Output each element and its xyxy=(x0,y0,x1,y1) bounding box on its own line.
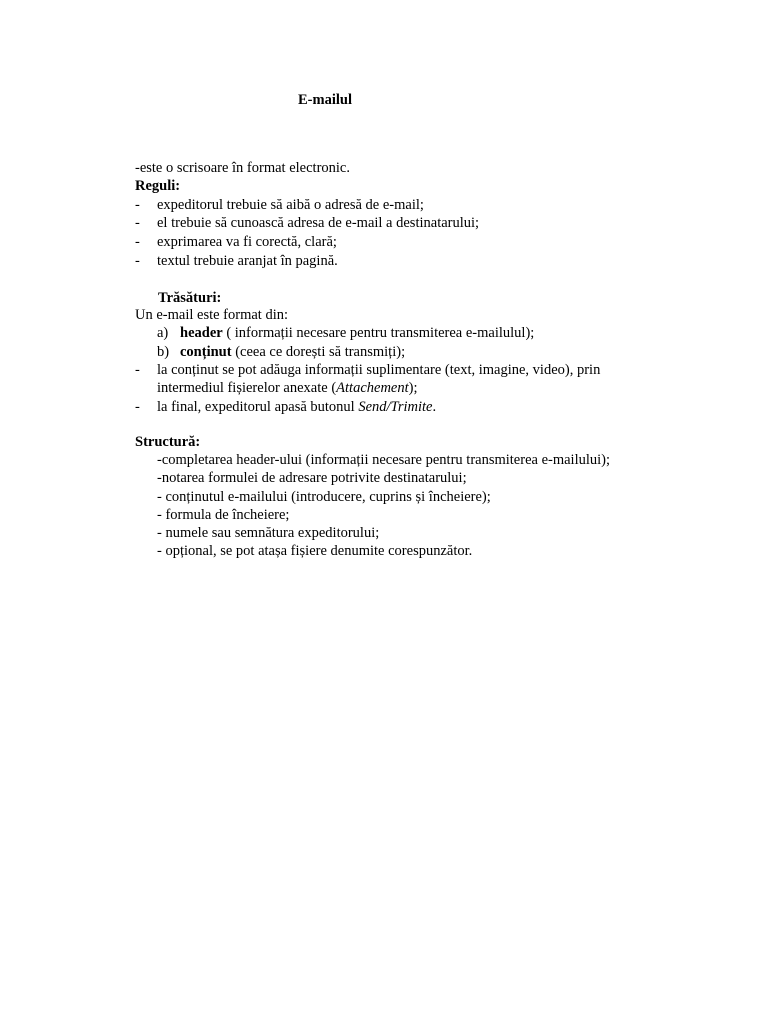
list-item: -completarea header-ului (informații necesare pentru transmiterea e-mailului); xyxy=(157,452,611,468)
trasaturi-heading: Trăsături: xyxy=(158,290,222,306)
list-item-text: el trebuie să cunoască adresa de e-mail a destinatarului; xyxy=(157,215,480,231)
bullet-dash: - xyxy=(135,362,140,378)
list-item: - formula de încheiere; xyxy=(157,507,290,523)
trasaturi-lead: Un e-mail este format din: xyxy=(135,307,289,323)
text-segment: . xyxy=(432,399,437,415)
list-item-text: textul trebuie aranjat în pagină. xyxy=(157,253,338,269)
list-marker: a) xyxy=(157,325,169,341)
term-description: ( informații necesare pentru transmiterea e-mailulul); xyxy=(222,325,535,341)
list-item: - conținutul e-mailului (introducere, cuprins și încheiere); xyxy=(157,489,491,505)
term-continut: conținut xyxy=(180,344,232,360)
text-segment: ); xyxy=(408,380,418,396)
bullet-dash: - xyxy=(135,215,140,231)
structura-heading: Structură: xyxy=(135,434,201,450)
document-title: E-mailul xyxy=(298,92,352,108)
list-item: - opțional, se pot atașa fișiere denumite corespunzător. xyxy=(157,543,473,559)
bullet-dash: - xyxy=(135,253,140,269)
italic-term: Send/Trimite xyxy=(358,399,433,415)
term-description: (ceea ce dorești să transmiți); xyxy=(231,344,406,360)
bullet-dash: - xyxy=(135,197,140,213)
text-segment: intermediul fișierelor anexate ( xyxy=(157,380,337,396)
list-marker: b) xyxy=(157,344,170,360)
list-item-text xyxy=(180,324,534,342)
list-item-text xyxy=(180,343,405,361)
list-item: -notarea formulei de adresare potrivite destinatarului; xyxy=(157,470,467,486)
intro-text: -este o scrisoare în format electronic. xyxy=(135,160,350,176)
list-item: - numele sau semnătura expeditorului; xyxy=(157,525,380,541)
reguli-heading: Reguli: xyxy=(135,178,181,194)
bullet-dash: - xyxy=(135,234,140,250)
text-segment: la final, expeditorul apasă butonul xyxy=(157,399,359,415)
list-item-text xyxy=(157,398,436,416)
list-item-text: exprimarea va fi corectă, clară; xyxy=(157,234,337,250)
italic-term: Attachement xyxy=(336,380,409,396)
list-item-text: expeditorul trebuie să aibă o adresă de e-mail; xyxy=(157,197,424,213)
bullet-dash: - xyxy=(135,399,140,415)
list-item-text: la conținut se pot adăuga informații suplimentare (text, imagine, video), prin xyxy=(157,362,601,378)
list-item-text xyxy=(157,379,418,397)
term-header: header xyxy=(180,325,223,341)
